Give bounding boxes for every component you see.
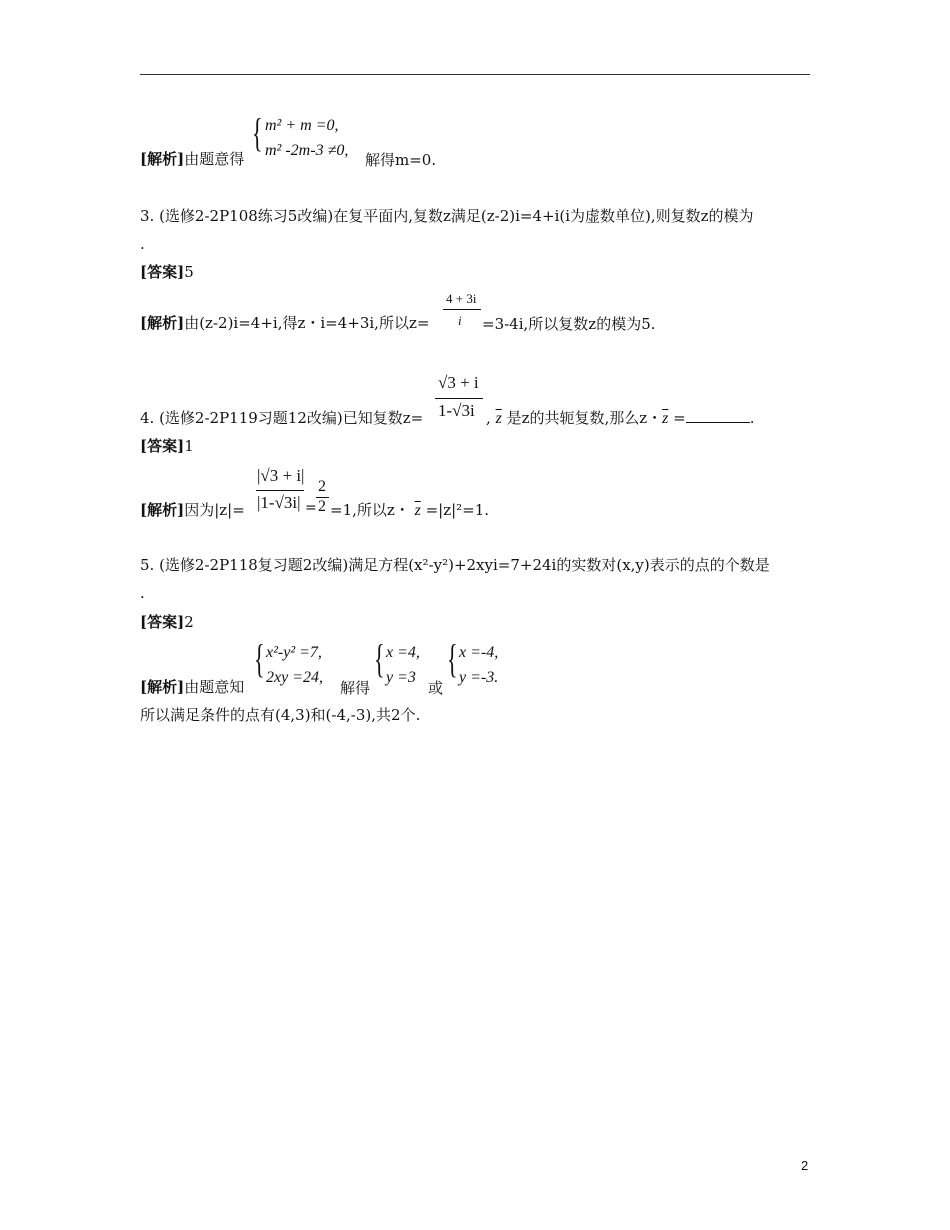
- q3-sol-pre: 由(z-2)i=4+i,得z・i=4+3i,所以z=: [184, 314, 430, 332]
- q4-abs-bar: [256, 490, 304, 491]
- q5-sys2-eq1: x =4,: [386, 644, 420, 661]
- q5-sys3-eq2: y =-3.: [459, 669, 499, 686]
- q3-stem-end: .: [140, 235, 145, 253]
- q5-stem: 5. (选修2-2P118复习题2改编)满足方程(x²-y²)+2xyi=7+24i的实数对(x,y)表示的点的个数是: [140, 556, 770, 574]
- q4-zbar-3: $\overline{z}$: [414, 502, 421, 519]
- sol2-after: 解得m=0.: [365, 151, 437, 169]
- q3-answer-label: [答案]: [140, 263, 185, 281]
- left-brace: {: [447, 636, 458, 681]
- q5-solve: 解得: [340, 679, 371, 697]
- q4-frac2-num: 2: [318, 478, 326, 495]
- left-brace: {: [374, 636, 385, 681]
- q3-solution-line: [140, 313, 429, 333]
- sol2-text: 由题意得: [184, 150, 245, 168]
- sol2-line: [140, 149, 244, 169]
- q4-sol-post: =1,所以z・: [330, 501, 410, 519]
- q5-sol-text: 由题意知: [184, 678, 245, 696]
- q4-stem-rest: [486, 408, 755, 429]
- q4-stem-eq: =: [673, 409, 686, 427]
- q4-solution-line: [140, 500, 245, 520]
- q3-sol-post: =3-4i,所以复数z的模为5.: [482, 315, 656, 333]
- q5-solution-line: [140, 677, 244, 697]
- left-brace: {: [254, 636, 265, 681]
- page-number: 2: [801, 1158, 809, 1173]
- q4-frac-den: 1-√3i: [438, 401, 475, 420]
- q4-sol-post2: =|z|²=1.: [425, 501, 490, 519]
- answer-blank: [686, 410, 750, 423]
- q4-zbar: $\overline{z}$: [495, 410, 502, 427]
- q5-sys1-eq2: 2xy =24,: [266, 669, 323, 686]
- q3-answer: 5: [184, 263, 194, 281]
- q4-answer-line: [140, 436, 194, 456]
- q5-sys2-eq2: y =3: [386, 669, 416, 686]
- q5-stem-end: .: [140, 584, 145, 602]
- q5-sys3-eq1: x =-4,: [459, 644, 499, 661]
- q5-answer-line: [140, 612, 194, 632]
- q4-zbar-2: $\overline{z}$: [662, 410, 669, 427]
- q4-eq-sign: =: [305, 500, 317, 516]
- q3-frac-bar: [443, 309, 481, 310]
- left-brace: {: [252, 110, 263, 155]
- q3-stem: 3. (选修2-2P108练习5改编)在复平面内,复数z满足(z-2)i=4+i(i为虚数单位),则复数z的模为: [140, 207, 754, 225]
- q4-frac2-den: 2: [318, 498, 326, 515]
- q4-stem-post: 是z的共轭复数,那么z・: [501, 409, 663, 427]
- q4-sol-pre: 因为|z|=: [184, 501, 245, 519]
- q3-sol-label: [解析]: [140, 314, 185, 332]
- q4-stem-pre: 4. (选修2-2P119习题12改编)已知复数z=: [140, 409, 424, 427]
- q3-frac-num: 4 + 3i: [446, 291, 477, 306]
- q4-frac-bar: [435, 398, 483, 399]
- q4-sol-rest: [330, 500, 489, 521]
- q5-or: 或: [428, 679, 444, 697]
- sol2-eq2: m² -2m-3 ≠0,: [265, 142, 349, 159]
- sol2-eq1: m² + m =0,: [265, 117, 339, 134]
- q4-abs-num: |√3 + i|: [257, 466, 305, 485]
- q5-sys1-eq1: x²-y² =7,: [266, 644, 322, 661]
- q4-answer: 1: [184, 437, 194, 455]
- q4-answer-label: [答案]: [140, 437, 185, 455]
- q4-stem-end: .: [749, 409, 755, 427]
- q5-answer-label: [答案]: [140, 613, 185, 631]
- sol2-label: [解析]: [140, 150, 185, 168]
- q3-frac-den: i: [458, 313, 462, 328]
- q4-abs-den: |1-√3i|: [257, 493, 301, 512]
- q5-answer: 2: [184, 613, 194, 631]
- q5-sol-label: [解析]: [140, 678, 185, 696]
- q4-frac-num: √3 + i: [438, 373, 479, 392]
- q4-stem-mid: ,: [486, 409, 491, 427]
- header-rule: [140, 74, 810, 75]
- q3-answer-line: [140, 262, 194, 282]
- q4-sol-label: [解析]: [140, 501, 185, 519]
- q5-conclusion: 所以满足条件的点有(4,3)和(-4,-3),共2个.: [140, 706, 421, 724]
